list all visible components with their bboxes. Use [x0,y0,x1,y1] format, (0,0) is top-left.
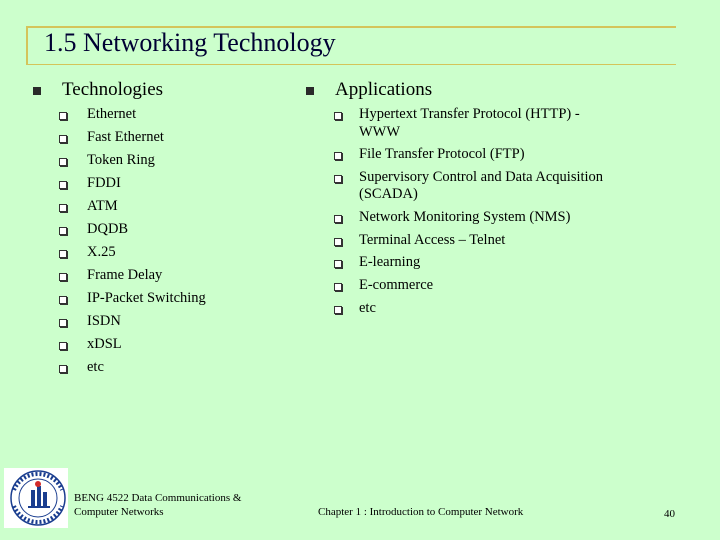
list-item: Frame Delay [33,267,283,285]
list-item: X.25 [33,244,283,262]
checkbox-bullet-icon [59,158,67,166]
list-item: Fast Ethernet [33,129,283,147]
applications-heading [306,78,616,102]
technologies-heading-text: Technologies [62,79,164,100]
list-item: Terminal Access – Telnet [306,232,616,250]
applications-column [306,78,616,323]
title-frame-left-rule [26,26,28,64]
list-item: ISDN [33,313,283,331]
chapter-footer: Chapter 1 : Introduction to Computer Network [318,506,524,518]
list-item: Network Monitoring System (NMS) [306,209,616,227]
list-item: Supervisory Control and Data Acquisition (SCADA) [306,169,616,204]
list-item: E-commerce [306,277,616,295]
technologies-heading [33,78,283,102]
checkbox-bullet-icon [334,112,342,120]
checkbox-bullet-icon [59,273,67,281]
list-item: ATM [33,198,283,216]
title-frame-bottom-rule [26,64,676,65]
list-item: E-learning [306,254,616,272]
checkbox-bullet-icon [334,306,342,314]
course-footer: BENG 4522 Data Communications & Computer Networks [74,492,242,518]
list-item: Hypertext Transfer Protocol (HTTP) -WWW [306,106,616,141]
technologies-column [33,78,283,382]
list-item: File Transfer Protocol (FTP) [306,146,616,164]
checkbox-bullet-icon [59,365,67,373]
list-item: IP-Packet Switching [33,290,283,308]
square-bullet-icon [33,87,41,95]
checkbox-bullet-icon [59,296,67,304]
applications-list [306,106,616,317]
checkbox-bullet-icon [59,227,67,235]
checkbox-bullet-icon [59,342,67,350]
university-seal-icon [4,468,68,528]
square-bullet-icon [306,87,314,95]
slide-title: 1.5 Networking Technology [44,28,336,57]
checkbox-bullet-icon [59,112,67,120]
page-number: 40 [664,508,675,520]
list-item: etc [33,359,283,377]
checkbox-bullet-icon [59,250,67,258]
list-item: DQDB [33,221,283,239]
list-item: FDDI [33,175,283,193]
checkbox-bullet-icon [334,283,342,291]
list-item: Token Ring [33,152,283,170]
checkbox-bullet-icon [59,181,67,189]
checkbox-bullet-icon [59,204,67,212]
checkbox-bullet-icon [334,238,342,246]
checkbox-bullet-icon [334,175,342,183]
list-item: xDSL [33,336,283,354]
checkbox-bullet-icon [334,260,342,268]
list-item: Ethernet [33,106,283,124]
list-item: etc [306,300,616,318]
checkbox-bullet-icon [59,135,67,143]
checkbox-bullet-icon [334,152,342,160]
checkbox-bullet-icon [334,215,342,223]
technologies-list [33,106,283,377]
applications-heading-text: Applications [335,79,433,100]
checkbox-bullet-icon [59,319,67,327]
